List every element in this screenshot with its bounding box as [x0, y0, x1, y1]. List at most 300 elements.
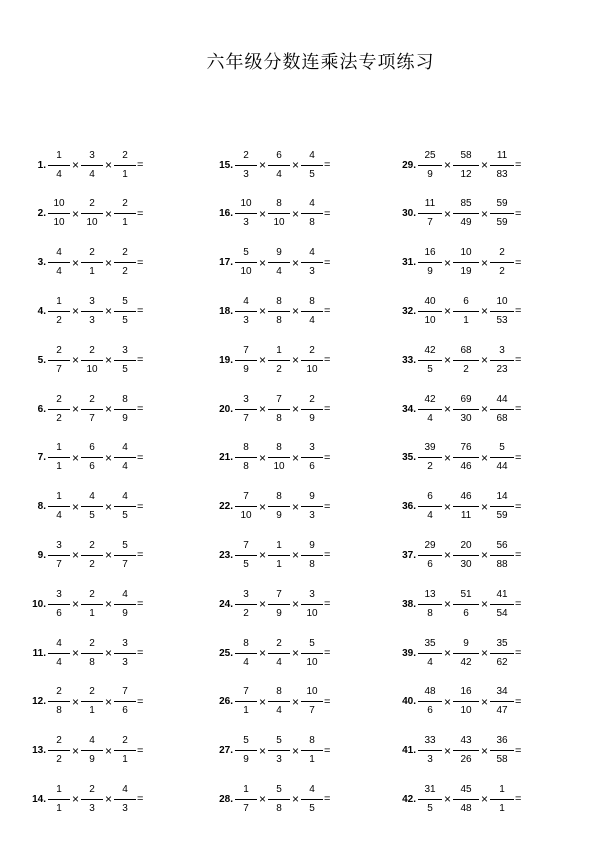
- fraction-bar: [114, 165, 136, 166]
- problem-row: [390, 145, 521, 185]
- multiply-sign: ×: [481, 255, 489, 270]
- fraction-bar: [490, 360, 514, 361]
- problem-row: [390, 487, 521, 527]
- multiply-sign: ×: [292, 255, 300, 270]
- fraction: [453, 639, 479, 668]
- numerator: 3: [243, 588, 249, 600]
- fraction-bar: [81, 555, 103, 556]
- fraction: [48, 248, 70, 277]
- fraction: [418, 151, 442, 180]
- multiply-sign: ×: [72, 548, 80, 563]
- fraction: [301, 687, 323, 716]
- denominator: 54: [496, 607, 508, 619]
- fraction-bar: [114, 457, 136, 458]
- fraction: [490, 736, 514, 765]
- fraction-bar: [268, 799, 290, 800]
- fraction: [235, 785, 257, 814]
- equals-sign: =: [515, 744, 522, 757]
- numerator: 10: [460, 247, 472, 259]
- fraction: [81, 346, 103, 375]
- fraction: [81, 297, 103, 326]
- fraction-bar: [235, 653, 257, 654]
- fraction-bar: [114, 360, 136, 361]
- multiply-sign: ×: [444, 597, 452, 612]
- fraction-bar: [301, 409, 323, 410]
- fraction: [490, 395, 514, 424]
- denominator: 4: [276, 266, 282, 278]
- fraction-bar: [114, 409, 136, 410]
- numerator: 2: [309, 393, 315, 405]
- fraction: [235, 639, 257, 668]
- fraction: [48, 492, 70, 521]
- fraction: [418, 541, 442, 570]
- numerator: 5: [309, 637, 315, 649]
- fraction: [48, 297, 70, 326]
- multiply-sign: ×: [105, 548, 113, 563]
- fraction: [235, 492, 257, 521]
- multiply-sign: ×: [444, 402, 452, 416]
- fraction-bar: [418, 457, 442, 458]
- denominator: 9: [276, 607, 282, 619]
- numerator: 2: [56, 344, 62, 356]
- numerator: 9: [309, 491, 315, 503]
- denominator: 4: [56, 510, 62, 522]
- denominator: 10: [273, 217, 285, 229]
- problem-row: [205, 779, 330, 819]
- problem-row: [205, 145, 330, 185]
- fraction: [301, 151, 323, 180]
- fraction-bar: [48, 555, 70, 556]
- fraction: [268, 395, 290, 424]
- problem-row: [22, 535, 143, 575]
- numerator: 5: [122, 295, 128, 307]
- numerator: 3: [309, 588, 315, 600]
- numerator: 2: [309, 344, 315, 356]
- fraction-bar: [453, 750, 479, 751]
- numerator: 42: [424, 393, 436, 405]
- denominator: 1: [89, 607, 95, 619]
- fraction: [48, 639, 70, 668]
- equals-sign: =: [137, 354, 144, 367]
- denominator: 83: [496, 168, 508, 180]
- numerator: 4: [89, 735, 95, 747]
- equals-sign: =: [324, 744, 331, 757]
- denominator: 10: [240, 266, 252, 278]
- denominator: 11: [460, 510, 472, 522]
- denominator: 2: [56, 412, 62, 424]
- denominator: 47: [496, 705, 508, 717]
- problem-number: 26.: [219, 696, 233, 708]
- fraction-bar: [418, 604, 442, 605]
- multiply-sign: ×: [72, 743, 80, 758]
- numerator: 11: [496, 149, 508, 161]
- fraction: [453, 785, 479, 814]
- fraction: [81, 541, 103, 570]
- fraction-bar: [490, 213, 514, 214]
- denominator: 4: [427, 656, 433, 668]
- fraction-bar: [418, 750, 442, 751]
- fraction-bar: [418, 213, 442, 214]
- fraction: [490, 199, 514, 228]
- multiply-sign: ×: [481, 206, 489, 221]
- multiply-sign: ×: [292, 548, 300, 563]
- numerator: 1: [56, 783, 62, 795]
- multiply-sign: ×: [259, 499, 267, 514]
- fraction: [453, 297, 479, 326]
- fraction-bar: [453, 653, 479, 654]
- denominator: 4: [427, 510, 433, 522]
- denominator: 6: [309, 461, 315, 473]
- denominator: 7: [56, 558, 62, 570]
- multiply-sign: ×: [72, 353, 80, 368]
- numerator: 1: [499, 783, 505, 795]
- multiply-sign: ×: [444, 694, 452, 709]
- denominator: 2: [276, 363, 282, 375]
- numerator: 13: [424, 588, 436, 600]
- denominator: 23: [496, 363, 508, 375]
- problem-number: 28.: [219, 793, 233, 805]
- multiply-sign: ×: [292, 206, 300, 221]
- fraction-bar: [235, 311, 257, 312]
- problem-row: [390, 731, 521, 771]
- fraction: [114, 395, 136, 424]
- denominator: 44: [496, 461, 508, 473]
- multiply-sign: ×: [444, 158, 452, 172]
- numerator: 6: [276, 149, 282, 161]
- denominator: 10: [53, 217, 65, 229]
- multiply-sign: ×: [292, 597, 300, 612]
- fraction: [48, 346, 70, 375]
- multiply-sign: ×: [444, 646, 452, 660]
- fraction: [235, 248, 257, 277]
- problem-number: 25.: [219, 647, 233, 659]
- numerator: 40: [424, 295, 436, 307]
- fraction-bar: [301, 750, 323, 751]
- fraction-bar: [453, 555, 479, 556]
- fraction-bar: [418, 701, 442, 702]
- multiply-sign: ×: [259, 402, 267, 416]
- numerator: 4: [122, 588, 128, 600]
- fraction: [235, 297, 257, 326]
- denominator: 6: [427, 705, 433, 717]
- denominator: 4: [276, 656, 282, 668]
- fraction-bar: [301, 701, 323, 702]
- numerator: 3: [122, 637, 128, 649]
- denominator: 68: [496, 412, 508, 424]
- multiply-sign: ×: [292, 158, 300, 172]
- fraction: [48, 590, 70, 619]
- denominator: 9: [276, 510, 282, 522]
- fraction: [268, 346, 290, 375]
- fraction: [453, 541, 479, 570]
- fraction-bar: [81, 506, 103, 507]
- multiply-sign: ×: [72, 402, 80, 416]
- multiply-sign: ×: [259, 548, 267, 563]
- fraction-bar: [48, 457, 70, 458]
- denominator: 3: [276, 754, 282, 766]
- multiply-sign: ×: [259, 792, 267, 807]
- numerator: 2: [243, 149, 249, 161]
- fraction: [490, 785, 514, 814]
- numerator: 1: [276, 539, 282, 551]
- equals-sign: =: [515, 793, 522, 806]
- multiply-sign: ×: [292, 646, 300, 660]
- denominator: 9: [122, 412, 128, 424]
- problem-row: [205, 731, 330, 771]
- fraction: [81, 199, 103, 228]
- multiply-sign: ×: [105, 597, 113, 612]
- fraction-bar: [114, 213, 136, 214]
- numerator: 2: [122, 247, 128, 259]
- numerator: 4: [309, 149, 315, 161]
- fraction: [81, 248, 103, 277]
- fraction-bar: [418, 653, 442, 654]
- multiply-sign: ×: [292, 450, 300, 465]
- numerator: 2: [499, 247, 505, 259]
- denominator: 5: [122, 363, 128, 375]
- fraction: [490, 492, 514, 521]
- numerator: 1: [56, 442, 62, 454]
- denominator: 3: [427, 754, 433, 766]
- denominator: 2: [122, 266, 128, 278]
- problem-row: [22, 243, 143, 283]
- fraction-bar: [48, 653, 70, 654]
- multiply-sign: ×: [72, 255, 80, 270]
- fraction: [268, 492, 290, 521]
- denominator: 4: [89, 168, 95, 180]
- fraction-bar: [453, 604, 479, 605]
- numerator: 2: [89, 344, 95, 356]
- problem-row: [205, 633, 330, 673]
- fraction-bar: [235, 262, 257, 263]
- denominator: 2: [463, 363, 469, 375]
- fraction-bar: [48, 750, 70, 751]
- fraction: [48, 541, 70, 570]
- fraction: [453, 346, 479, 375]
- fraction-bar: [268, 604, 290, 605]
- fraction: [235, 199, 257, 228]
- numerator: 58: [460, 149, 472, 161]
- fraction-bar: [48, 165, 70, 166]
- numerator: 7: [243, 539, 249, 551]
- multiply-sign: ×: [292, 792, 300, 807]
- fraction-bar: [418, 165, 442, 166]
- fraction: [268, 151, 290, 180]
- problem-number: 3.: [37, 257, 46, 269]
- problem-number: 15.: [219, 159, 233, 171]
- numerator: 36: [496, 735, 508, 747]
- numerator: 8: [276, 198, 282, 210]
- multiply-sign: ×: [444, 255, 452, 270]
- fraction-bar: [301, 165, 323, 166]
- numerator: 2: [56, 735, 62, 747]
- numerator: 3: [309, 442, 315, 454]
- denominator: 30: [460, 558, 472, 570]
- fraction-bar: [81, 799, 103, 800]
- fraction-bar: [453, 409, 479, 410]
- fraction-bar: [418, 555, 442, 556]
- numerator: 9: [463, 637, 469, 649]
- numerator: 69: [460, 393, 472, 405]
- fraction-bar: [301, 506, 323, 507]
- numerator: 2: [122, 149, 128, 161]
- numerator: 9: [309, 539, 315, 551]
- fraction-bar: [81, 165, 103, 166]
- denominator: 6: [463, 607, 469, 619]
- numerator: 3: [56, 588, 62, 600]
- fraction: [418, 199, 442, 228]
- problem-row: [205, 535, 330, 575]
- problem-row: [22, 291, 143, 331]
- fraction-bar: [418, 506, 442, 507]
- equals-sign: =: [324, 598, 331, 611]
- denominator: 49: [460, 217, 472, 229]
- fraction: [268, 248, 290, 277]
- denominator: 10: [306, 607, 318, 619]
- problem-number: 23.: [219, 549, 233, 561]
- denominator: 9: [243, 754, 249, 766]
- denominator: 9: [122, 607, 128, 619]
- denominator: 10: [240, 510, 252, 522]
- problem-number: 35.: [402, 452, 416, 464]
- denominator: 7: [89, 412, 95, 424]
- problem-row: [205, 194, 330, 234]
- equals-sign: =: [324, 695, 331, 708]
- numerator: 33: [424, 735, 436, 747]
- denominator: 2: [56, 754, 62, 766]
- fraction: [418, 639, 442, 668]
- fraction-bar: [81, 311, 103, 312]
- fraction-bar: [81, 360, 103, 361]
- page-title: 六年级分数连乘法专项练习: [206, 52, 435, 73]
- fraction-bar: [48, 262, 70, 263]
- denominator: 4: [276, 168, 282, 180]
- multiply-sign: ×: [105, 255, 113, 270]
- denominator: 4: [56, 266, 62, 278]
- numerator: 5: [243, 247, 249, 259]
- problem-row: [390, 340, 521, 380]
- fraction-bar: [490, 409, 514, 410]
- fraction-bar: [268, 213, 290, 214]
- numerator: 4: [56, 637, 62, 649]
- fraction-bar: [48, 311, 70, 312]
- numerator: 2: [89, 393, 95, 405]
- problem-row: [205, 487, 330, 527]
- fraction-bar: [114, 799, 136, 800]
- fraction: [48, 443, 70, 472]
- problem-number: 24.: [219, 598, 233, 610]
- numerator: 8: [122, 393, 128, 405]
- denominator: 6: [122, 705, 128, 717]
- fraction-bar: [235, 457, 257, 458]
- fraction: [114, 346, 136, 375]
- fraction: [301, 395, 323, 424]
- numerator: 2: [276, 637, 282, 649]
- multiply-sign: ×: [105, 694, 113, 709]
- numerator: 16: [424, 247, 436, 259]
- fraction-bar: [81, 262, 103, 263]
- numerator: 76: [460, 442, 472, 454]
- denominator: 5: [243, 558, 249, 570]
- numerator: 5: [276, 735, 282, 747]
- fraction: [301, 297, 323, 326]
- denominator: 4: [309, 314, 315, 326]
- numerator: 7: [243, 686, 249, 698]
- multiply-sign: ×: [72, 792, 80, 807]
- fraction-bar: [453, 311, 479, 312]
- problem-number: 42.: [402, 793, 416, 805]
- numerator: 35: [496, 637, 508, 649]
- numerator: 5: [276, 783, 282, 795]
- fraction-bar: [114, 604, 136, 605]
- fraction: [418, 346, 442, 375]
- numerator: 35: [424, 637, 436, 649]
- numerator: 4: [243, 295, 249, 307]
- fraction: [48, 736, 70, 765]
- fraction: [114, 639, 136, 668]
- denominator: 9: [89, 754, 95, 766]
- multiply-sign: ×: [259, 743, 267, 758]
- fraction: [235, 443, 257, 472]
- fraction-bar: [268, 409, 290, 410]
- denominator: 4: [243, 656, 249, 668]
- multiply-sign: ×: [444, 499, 452, 514]
- numerator: 8: [309, 735, 315, 747]
- fraction-bar: [114, 653, 136, 654]
- fraction: [418, 297, 442, 326]
- fraction-bar: [453, 799, 479, 800]
- numerator: 1: [56, 295, 62, 307]
- fraction-bar: [268, 555, 290, 556]
- fraction: [490, 639, 514, 668]
- fraction-bar: [235, 750, 257, 751]
- fraction: [81, 443, 103, 472]
- equals-sign: =: [137, 403, 144, 415]
- fraction: [235, 687, 257, 716]
- fraction-bar: [48, 799, 70, 800]
- numerator: 85: [460, 198, 472, 210]
- multiply-sign: ×: [481, 743, 489, 758]
- problem-number: 37.: [402, 549, 416, 561]
- numerator: 2: [56, 393, 62, 405]
- fraction: [453, 443, 479, 472]
- fraction: [235, 395, 257, 424]
- fraction: [490, 590, 514, 619]
- fraction-bar: [48, 604, 70, 605]
- numerator: 56: [496, 539, 508, 551]
- fraction: [48, 151, 70, 180]
- numerator: 8: [276, 442, 282, 454]
- fraction-bar: [48, 409, 70, 410]
- multiply-sign: ×: [105, 353, 113, 368]
- fraction-bar: [114, 311, 136, 312]
- fraction-bar: [114, 262, 136, 263]
- multiply-sign: ×: [444, 450, 452, 465]
- numerator: 2: [89, 198, 95, 210]
- denominator: 3: [243, 217, 249, 229]
- fraction-bar: [301, 360, 323, 361]
- fraction: [81, 590, 103, 619]
- fraction: [301, 590, 323, 619]
- denominator: 5: [122, 314, 128, 326]
- fraction: [453, 151, 479, 180]
- numerator: 1: [56, 149, 62, 161]
- denominator: 9: [309, 412, 315, 424]
- fraction-bar: [490, 604, 514, 605]
- fraction: [490, 443, 514, 472]
- fraction-bar: [235, 555, 257, 556]
- multiply-sign: ×: [259, 353, 267, 368]
